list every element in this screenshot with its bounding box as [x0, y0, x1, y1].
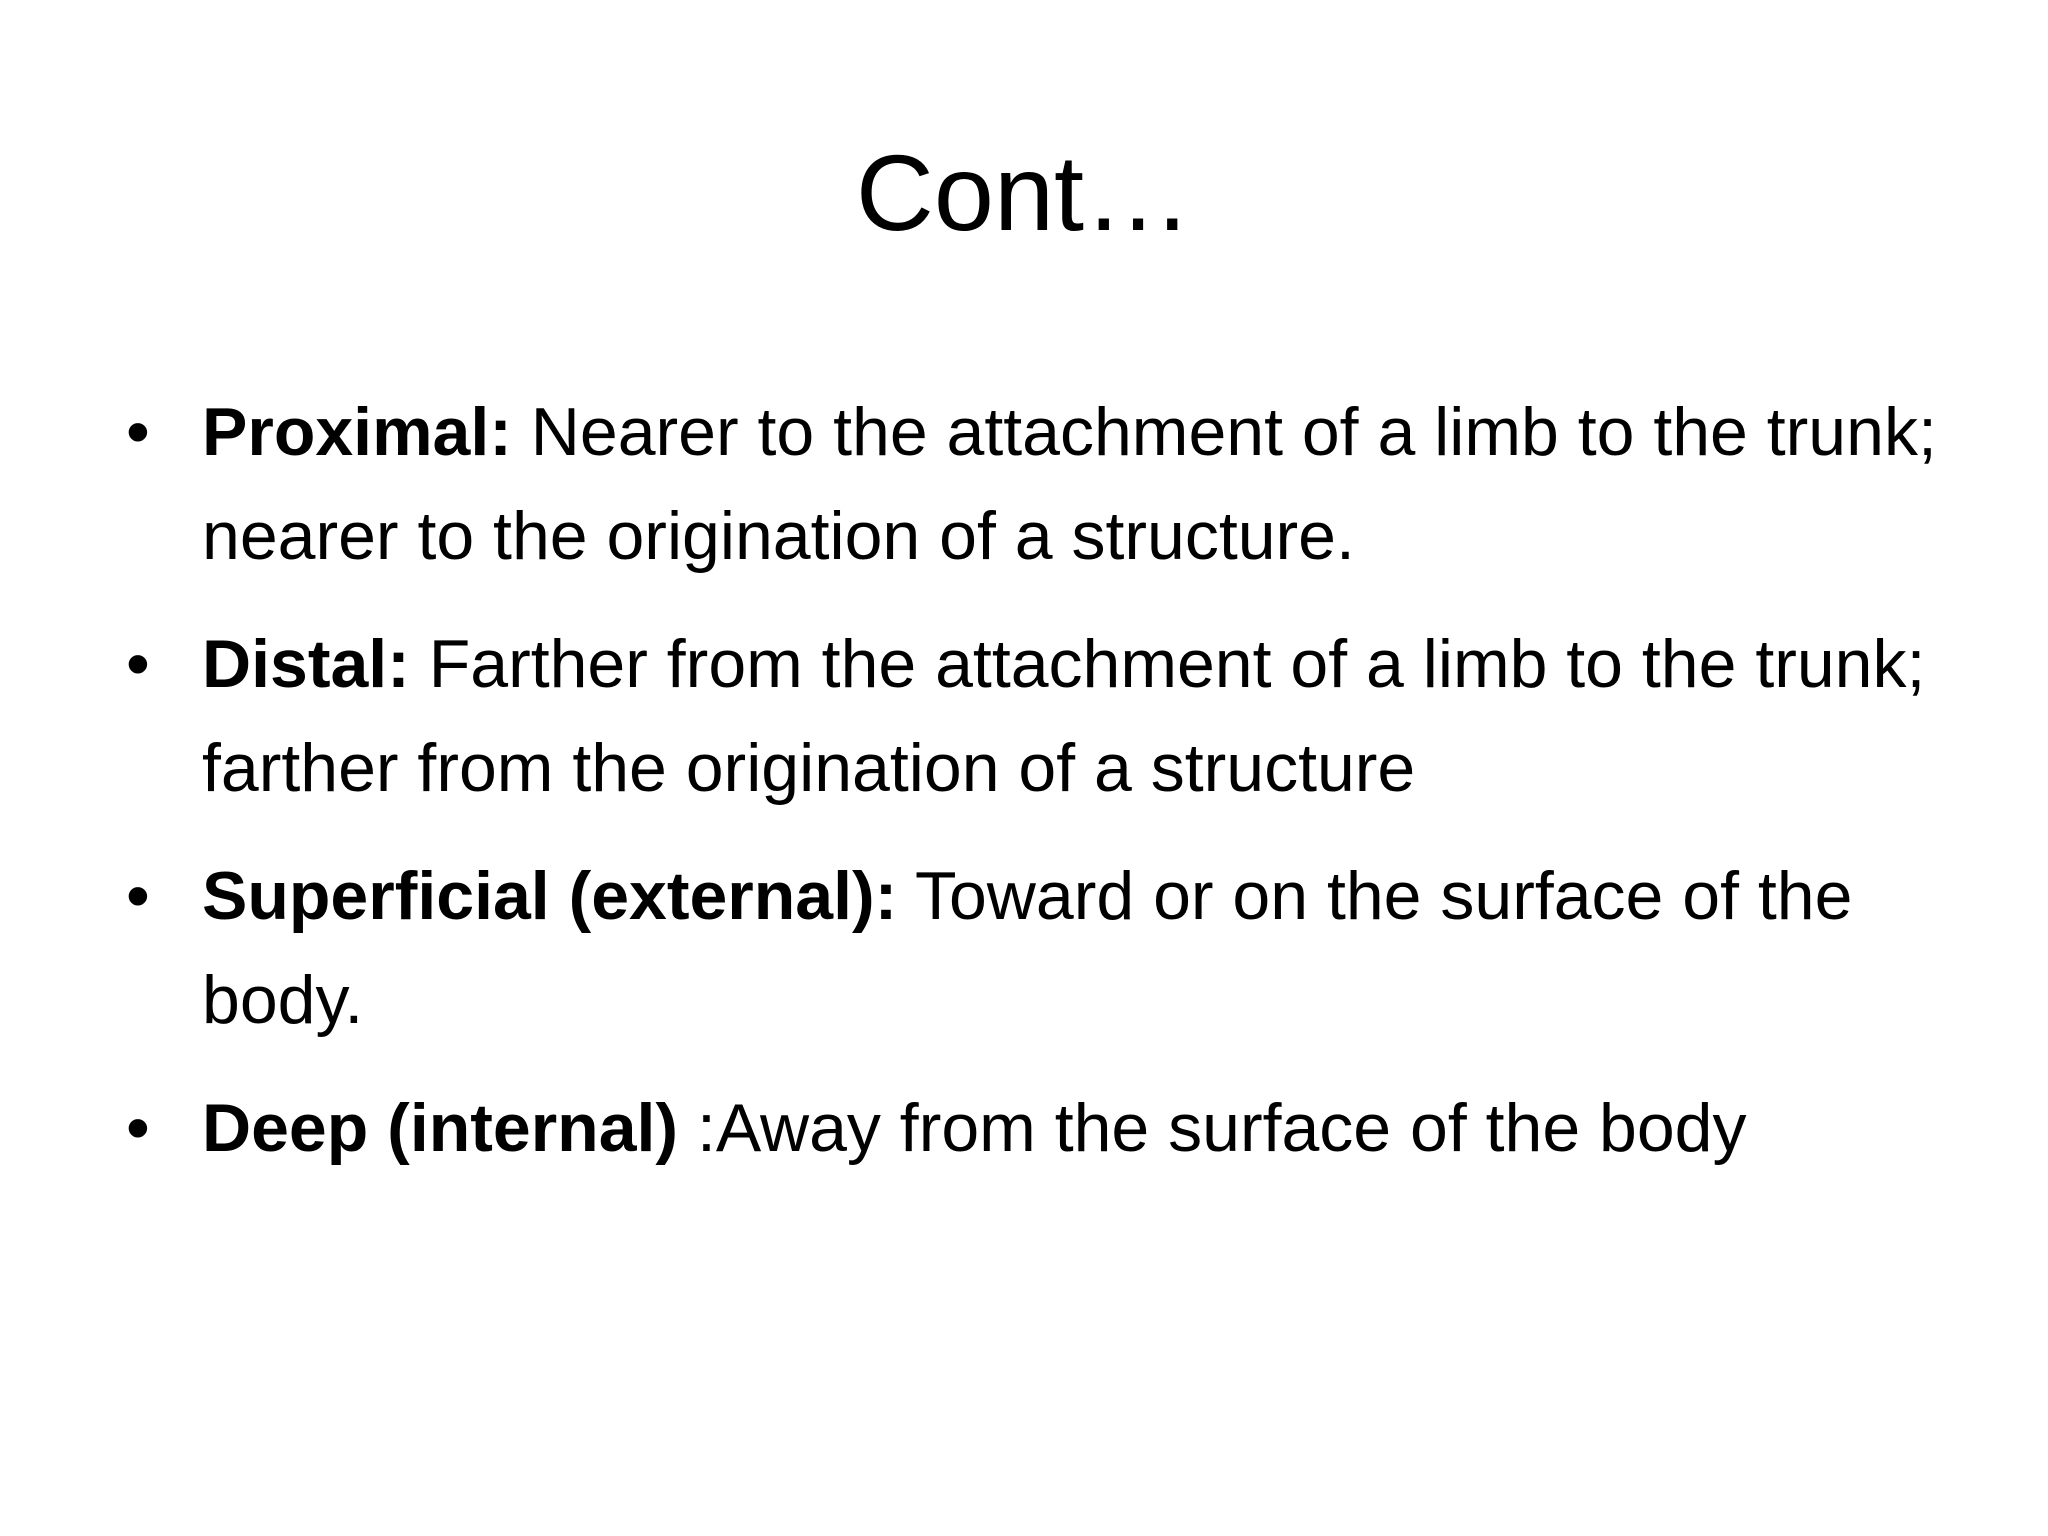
bullet-item-distal: [126, 612, 1966, 820]
definition-text: Toward or on the surface of the body.: [202, 858, 1853, 1038]
bullet-icon: •: [126, 858, 150, 934]
bullet-icon: •: [126, 394, 150, 470]
slide-title: Cont…: [855, 132, 1193, 253]
term-label: Distal:: [202, 626, 410, 702]
bullet-icon: •: [126, 1090, 150, 1166]
bullet-list: [126, 380, 1966, 1204]
term-label: Superficial (external):: [202, 858, 898, 934]
definition-text: Farther from the attachment of a limb to the trunk; farther from the origination of a structure: [202, 626, 1926, 806]
term-label: Proximal:: [202, 394, 512, 470]
term-label: Deep (internal): [202, 1090, 679, 1166]
bullet-item-proximal: [126, 380, 1966, 588]
definition-text: Nearer to the attachment of a limb to the trunk; nearer to the origination of a structure.: [202, 394, 1937, 574]
bullet-item-superficial: [126, 844, 1966, 1052]
bullet-icon: •: [126, 626, 150, 702]
definition-text: :Away from the surface of the body: [678, 1090, 1747, 1166]
bullet-item-deep: [126, 1076, 1966, 1180]
